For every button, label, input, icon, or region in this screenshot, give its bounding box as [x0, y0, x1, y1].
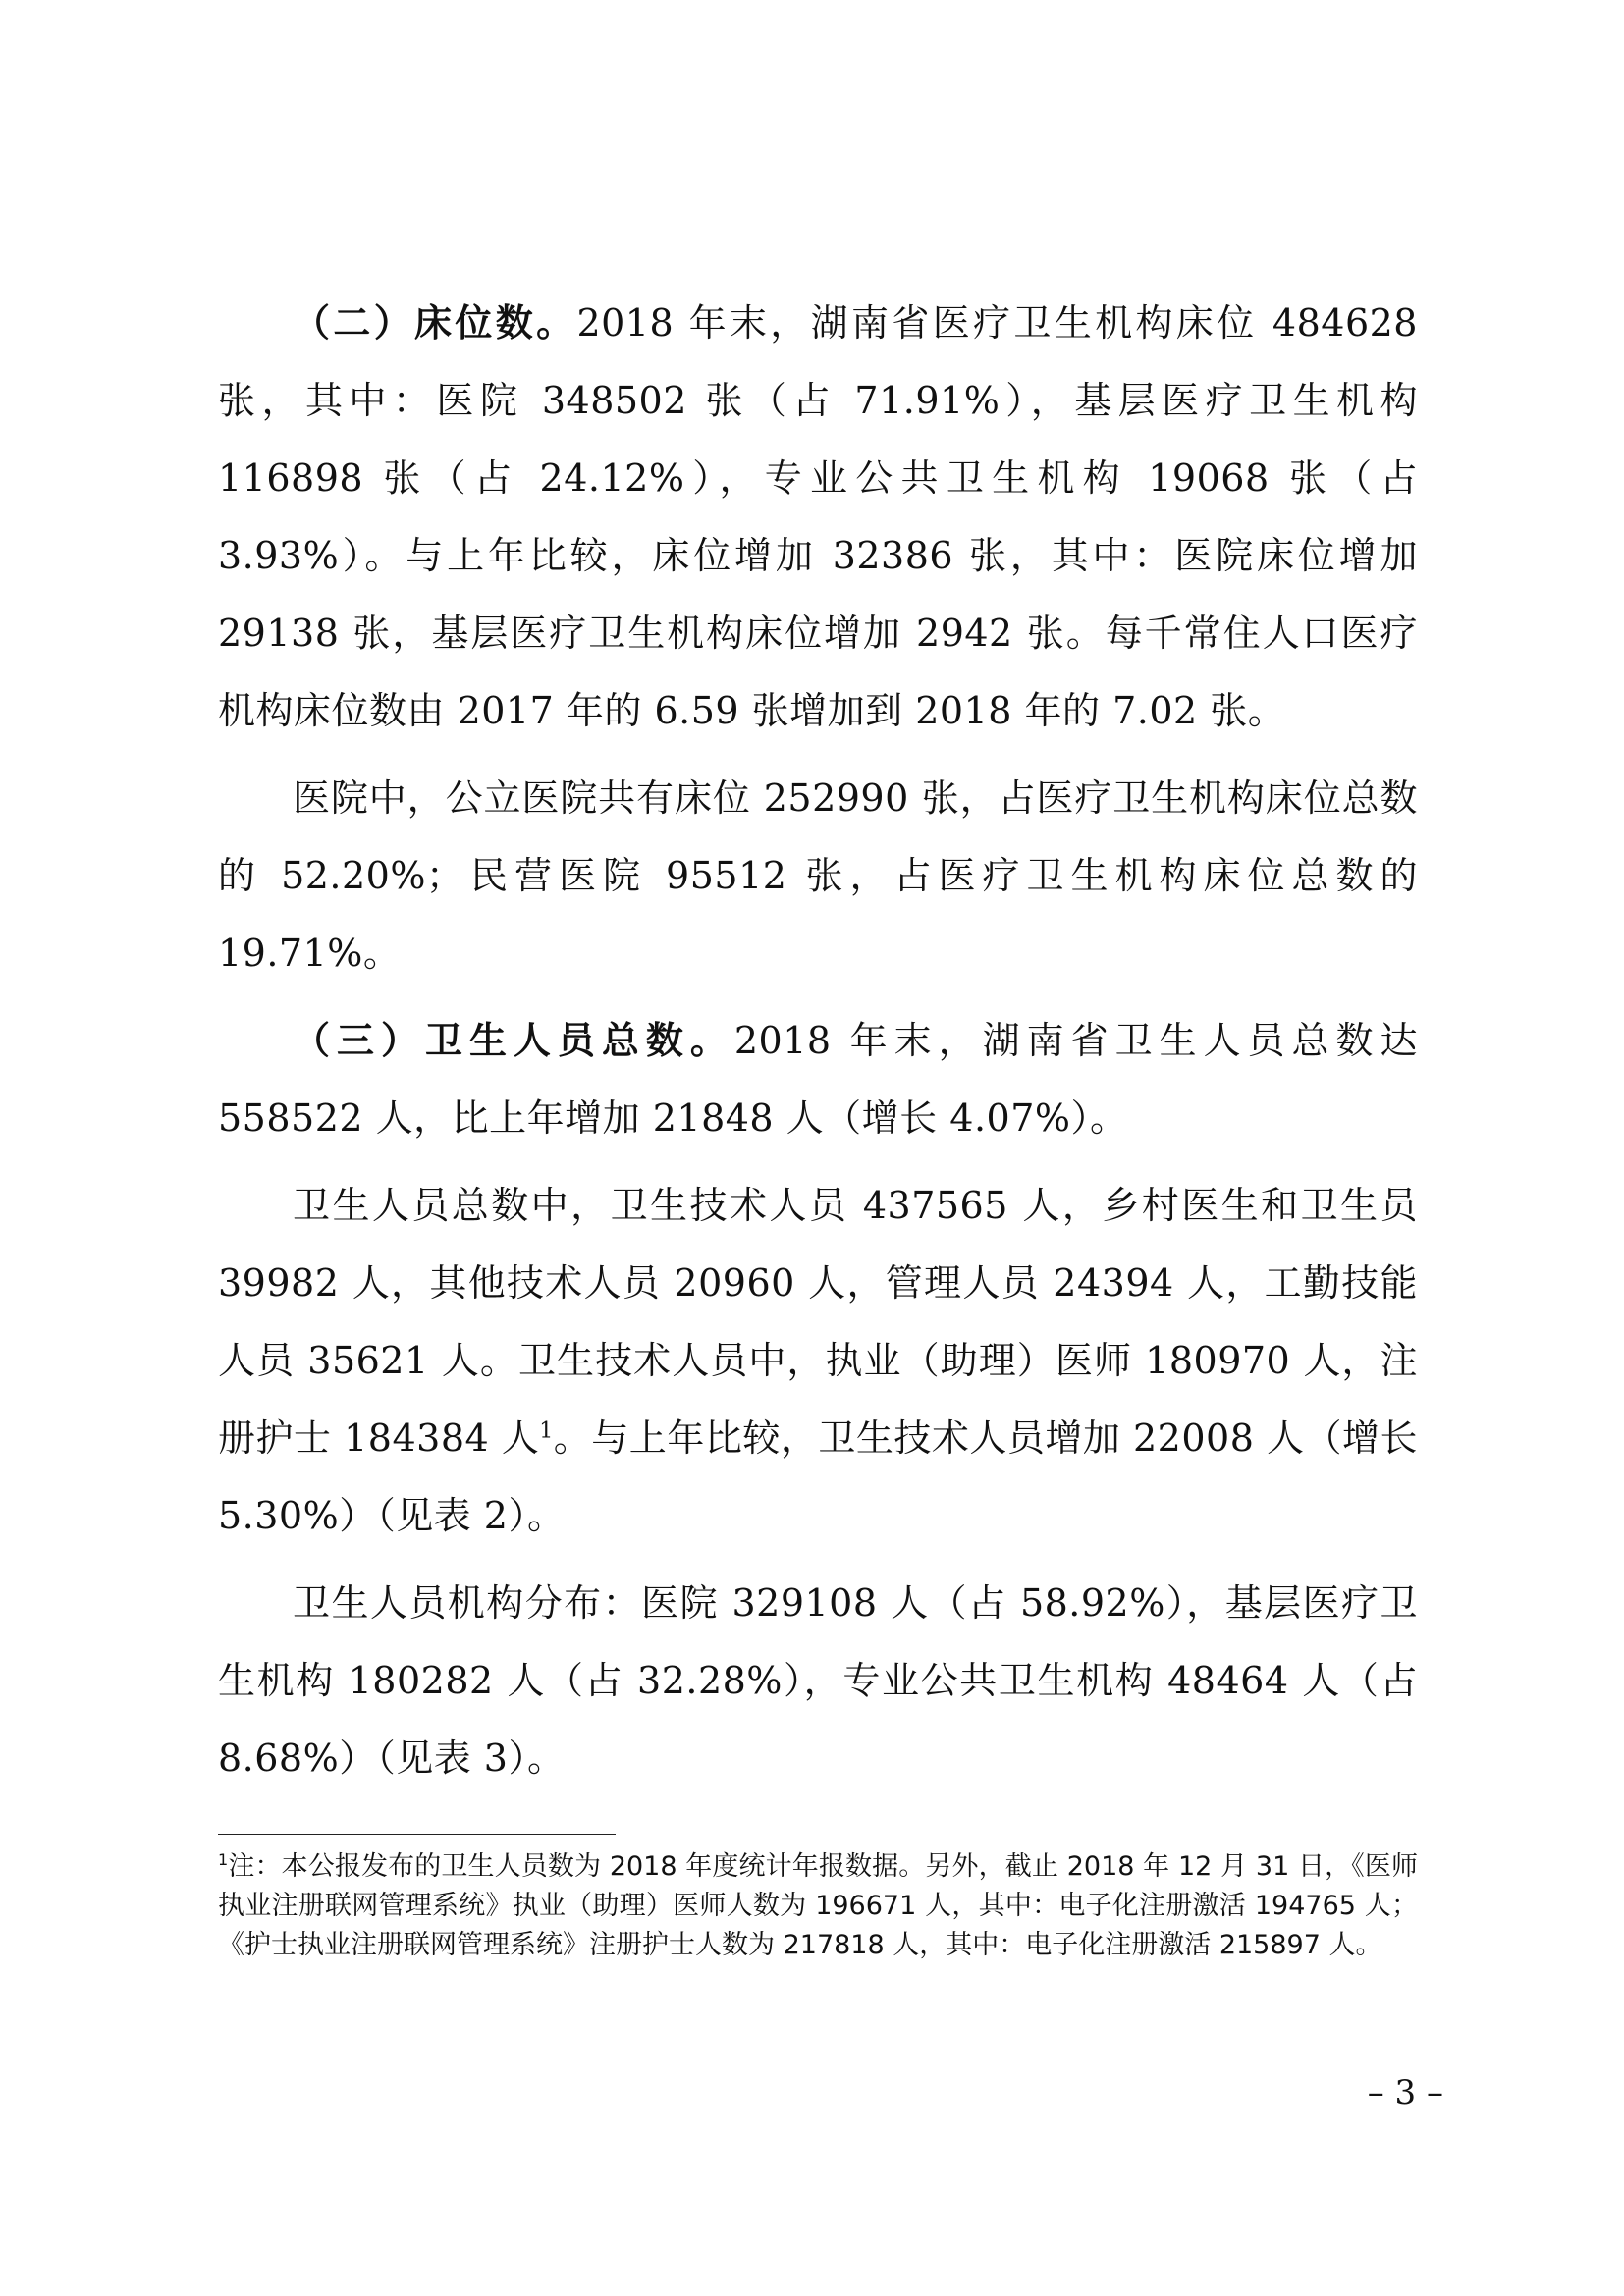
footnote-text: 注：本公报发布的卫生人员数为 2018 年度统计年报数据。另外，截止 2018 年 12 月 31 日，《医师执业注册联网管理系统》执业（助理）医师人数为 196671 人，其中：电子化注册激活 194765 人；《护士执业注册联网管理系统》注册护士人数为 217818 人，其中：电子化注册激活 215897 人。 — [218, 1851, 1418, 1960]
paragraph-text: 2018 年末，湖南省医疗卫生机构床位 484628 张，其中：医院 348502 张（占 71.91%），基层医疗卫生机构 116898 张（占 24.12%），专业公共卫生机构 19068 张（占 3.93%）。与上年比较，床位增加 32386 张，其中：医院床位增加 29138 张，基层医疗卫生机构床位增加 2942 张。每千常住人口医疗机构床位数由 2017 年的 6.59 张增加到 2018 年的 7.02 张。 — [218, 301, 1418, 732]
paragraph-text: 卫生人员机构分布：医院 329108 人（占 58.92%），基层医疗卫生机构 180282 人（占 32.28%），专业公共卫生机构 48464 人（占 8.68%）（见表 3）。 — [218, 1581, 1418, 1780]
page-number: – 3 – — [1367, 2073, 1443, 2112]
paragraph-text-continued: 。与上年比较，卫生技术人员增加 22008 人（增长 5.30%）（见表 2）。 — [218, 1416, 1418, 1537]
paragraph-hospital-beds — [218, 760, 1418, 992]
paragraph-text: 2018 年末，湖南省卫生人员总数达 558522 人，比上年增加 21848 人（增长 4.07%）。 — [218, 1019, 1418, 1140]
footnote — [218, 1847, 1418, 1965]
paragraph-text: 卫生人员总数中，卫生技术人员 437565 人，乡村医生和卫生员 39982 人，其他技术人员 20960 人，管理人员 24394 人，工勤技能人员 35621 人。卫生技术人员中，执业（助理）医师 180970 人，注册护士 184384 人 — [218, 1184, 1418, 1460]
body-text — [218, 285, 1418, 1807]
paragraph-personnel-breakdown — [218, 1167, 1418, 1555]
paragraph-personnel-total — [218, 1002, 1418, 1157]
footnote-marker: 1 — [218, 1850, 229, 1869]
paragraph-text: 医院中，公立医院共有床位 252990 张，占医疗卫生机构床位总数的 52.20%；民营医院 95512 张，占医疗卫生机构床位总数的 19.71%。 — [218, 776, 1418, 975]
paragraph-beds — [218, 285, 1418, 750]
paragraph-personnel-distribution — [218, 1565, 1418, 1797]
section-heading-personnel: （三）卫生人员总数。 — [293, 1019, 734, 1062]
section-heading-beds: （二）床位数。 — [293, 301, 577, 345]
footnote-divider — [218, 1834, 616, 1835]
footnote-reference[interactable]: 1 — [539, 1418, 554, 1444]
